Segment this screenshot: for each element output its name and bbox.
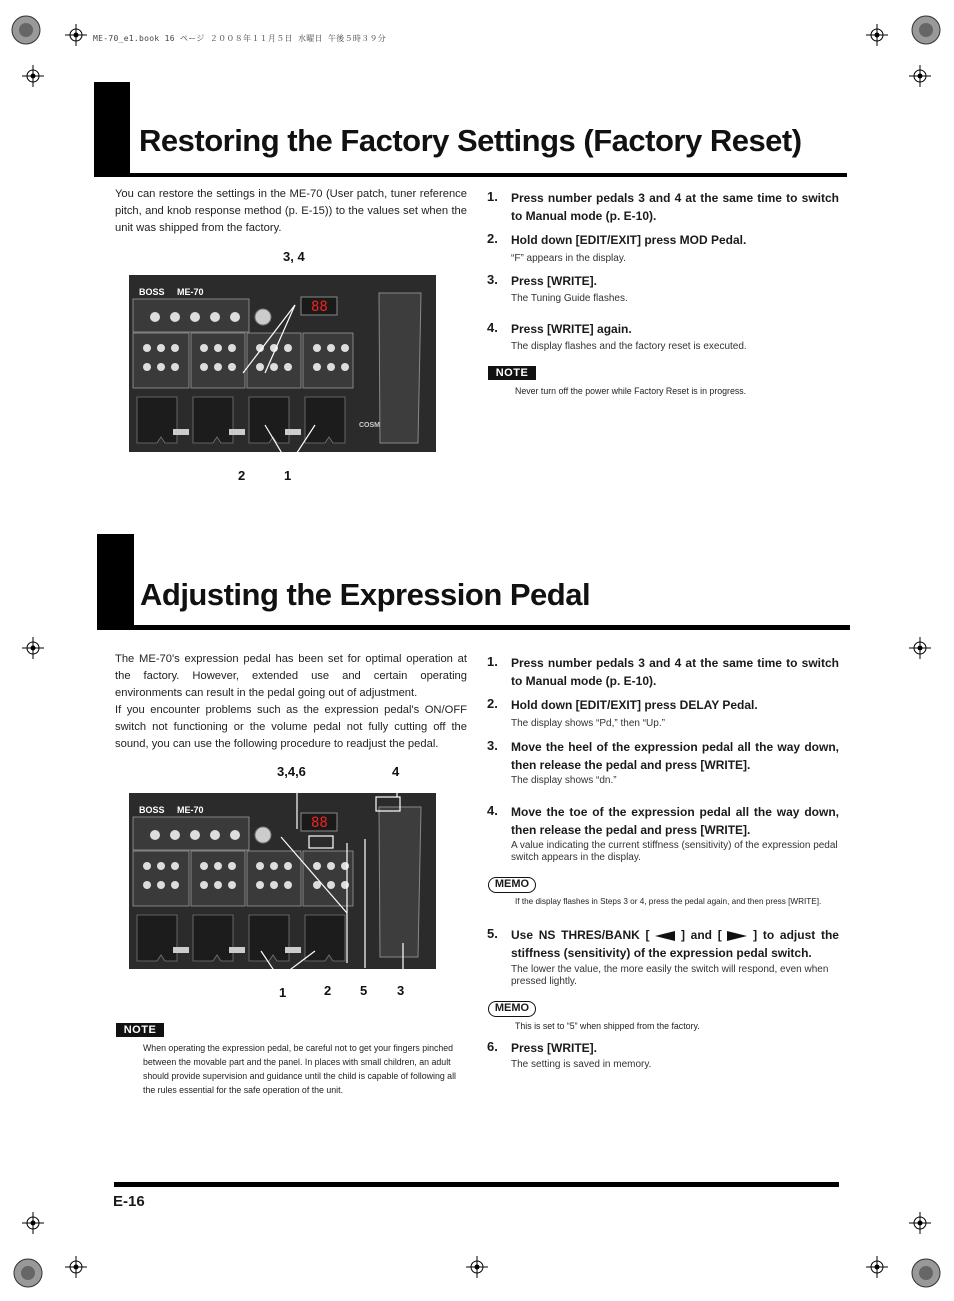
corner-registration-mark [8, 12, 48, 52]
section-title-factory-reset: Restoring the Factory Settings (Factory Reset) [139, 123, 802, 158]
step-description: The setting is saved in memory. [511, 1059, 652, 1070]
factory-reset-intro: You can restore the settings in the ME-70 (User patch, tuner reference pitch, and knob response method (p. E-15)) to the values set when the unit was shipped from the factory. [115, 188, 467, 234]
model-label: ME-70 [177, 805, 204, 815]
step-number: 6. [487, 1039, 498, 1054]
bank-left-icon [655, 931, 675, 941]
crosshair-mark [22, 1212, 44, 1234]
figure-callout: 2 [324, 983, 332, 998]
step-title: Press number pedals 3 and 4 at the same time to switch to Manual mode (p. E-10). [511, 656, 839, 688]
figure-callout: 1 [284, 468, 292, 483]
expression-pedal-intro-2: If you encounter problems such as the expression pedal's ON/OFF switch not functioning or the volume pedal not fully cutting off the sound, you can use the following procedure to readjust the pedal. [115, 704, 467, 750]
figure-callout: 3, 4 [283, 249, 305, 264]
crosshair-mark [909, 65, 931, 87]
section-title-expression-pedal: Adjusting the Expression Pedal [140, 577, 591, 612]
crosshair-mark [22, 65, 44, 87]
crosshair-mark [22, 637, 44, 659]
note-text: Never turn off the power while Factory Reset is in progress. [515, 386, 747, 396]
crosshair-mark [466, 1256, 488, 1278]
crosshair-mark [866, 1256, 888, 1278]
step-title-part: ] and [ [680, 928, 722, 942]
step-description: The display shows “Pd,” then “Up.” [511, 718, 665, 729]
corner-registration-mark [908, 12, 948, 52]
note-badge: NOTE [488, 366, 536, 380]
step-number: 4. [487, 803, 498, 818]
step-description: The display shows “dn.” [511, 775, 617, 786]
me70-device-drawing [129, 793, 436, 969]
step-number: 5. [487, 926, 498, 941]
me70-device-image [129, 275, 436, 452]
step-description: The lower the value, the more easily the switch will respond, even when pressed lightly. [511, 964, 829, 987]
section-marker-bar [97, 534, 134, 630]
title-rule [134, 625, 850, 630]
figure-callout: 2 [238, 468, 246, 483]
step-title: Move the heel of the expression pedal all the way down, then release the pedal and press [WRITE]. [511, 740, 839, 772]
step-number: 1. [487, 189, 498, 204]
crosshair-mark [909, 1212, 931, 1234]
memo-badge: MEMO [488, 1001, 536, 1017]
note-badge: NOTE [116, 1023, 164, 1037]
crosshair-mark [909, 637, 931, 659]
step-number: 3. [487, 738, 498, 753]
step-title: Press [WRITE] again. [511, 322, 632, 336]
step-title: Press [WRITE]. [511, 274, 598, 288]
corner-registration-mark [908, 1258, 948, 1298]
step-title: Hold down [EDIT/EXIT] press DELAY Pedal. [511, 698, 758, 712]
me70-device-image [129, 793, 436, 969]
crosshair-mark [866, 24, 888, 46]
step-title [511, 926, 839, 962]
boss-logo: BOSS [139, 805, 165, 815]
crosshair-mark [65, 1256, 87, 1278]
corner-registration-mark [8, 1258, 48, 1298]
bank-right-icon [727, 931, 747, 941]
step-description: “F” appears in the display. [511, 253, 626, 264]
step-number: 4. [487, 320, 498, 335]
step-description: A value indicating the current stiffness (sensitivity) of the expression pedal switch appears in the display. [511, 840, 838, 863]
memo-text: If the display flashes in Steps 3 or 4, press the pedal again, and then press [WRITE]. [515, 897, 822, 906]
page-number: E-16 [113, 1193, 145, 1210]
step-title-part: ] to adjust the stiffness (sensitivity) of the expression pedal switch. [511, 928, 839, 960]
cosm-logo: COSM [359, 422, 380, 429]
me70-device-drawing [129, 275, 436, 452]
section-marker-bar [94, 82, 130, 177]
step-number: 3. [487, 272, 498, 287]
title-rule [130, 173, 847, 177]
note-text: When operating the expression pedal, be careful not to get your fingers pinched between the movable part and the panel. In places with small children, an adult should provide supervision and guidance until the child is capable of following all the rules essential for the safe operation of the unit. [143, 1043, 456, 1095]
device-display: 88 [311, 299, 328, 315]
footer-rule [114, 1182, 839, 1187]
step-number: 1. [487, 654, 498, 669]
print-header: ME-70_e1.book 16 ページ ２００８年１１月５日 水曜日 午後５時３９分 [93, 34, 387, 43]
step-number: 2. [487, 696, 498, 711]
memo-text: This is set to “5” when shipped from the factory. [515, 1021, 700, 1031]
figure-callout: 3 [397, 983, 405, 998]
expression-pedal-intro-1: The ME-70's expression pedal has been set for optimal operation at the factory. However, extended use and certain operating environments can result in the pedal going out of adjustment. [115, 653, 467, 699]
device-display: 88 [311, 815, 328, 831]
step-title: Press [WRITE]. [511, 1041, 598, 1055]
figure-callout: 1 [279, 985, 287, 1000]
step-number: 2. [487, 231, 498, 246]
figure-callout: 5 [360, 983, 368, 998]
crosshair-mark [65, 24, 87, 46]
step-title: Hold down [EDIT/EXIT] press MOD Pedal. [511, 233, 747, 247]
memo-badge: MEMO [488, 877, 536, 893]
step-description: The display flashes and the factory reset is executed. [511, 341, 747, 352]
step-title: Press number pedals 3 and 4 at the same time to switch to Manual mode (p. E-10). [511, 191, 839, 223]
step-title: Move the toe of the expression pedal all the way down, then release the pedal and press [WRITE]. [511, 805, 839, 837]
step-title-part: Use NS THRES/BANK [ [511, 928, 650, 942]
model-label: ME-70 [177, 287, 204, 297]
boss-logo: BOSS [139, 287, 165, 297]
figure-callout: 3,4,6 [277, 764, 306, 779]
step-description: The Tuning Guide flashes. [511, 293, 628, 304]
figure-callout: 4 [392, 764, 400, 779]
